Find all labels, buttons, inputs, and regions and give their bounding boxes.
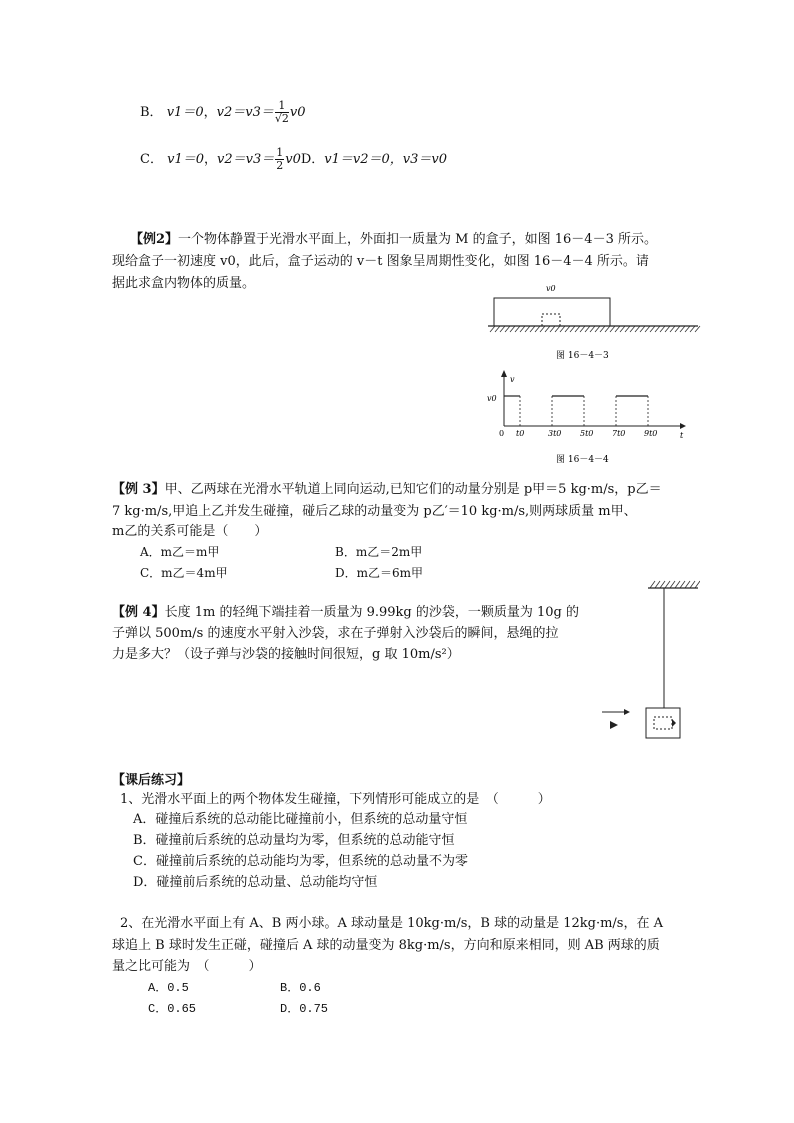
ground-hatch-line: [675, 326, 680, 332]
q2-option-a: A．0.5: [148, 981, 189, 995]
q1-stem: 1、光滑水平面上的两个物体发生碰撞，下列情形可能成立的是 （ ）: [120, 792, 551, 807]
v0-label: v0: [487, 394, 497, 403]
bullet-inside: [654, 717, 672, 729]
ex4-tag: 【例 4】: [112, 605, 165, 620]
ground-hatching: [490, 326, 700, 332]
ground-hatch-line: [660, 326, 665, 332]
ground-hatch-line: [540, 326, 545, 332]
box-outline: [494, 298, 610, 326]
ceiling-hatch-line: [665, 581, 670, 588]
ex2-line2: 现给盒子一初速度 v0，此后，盒子运动的 v－t 图象呈周期性变化，如图 16－4－4 所示。请: [112, 254, 649, 269]
option-b-v23: v2＝v3＝: [216, 105, 274, 120]
ground-hatch-line: [635, 326, 640, 332]
ground-hatch-line: [555, 326, 560, 332]
ground-hatch-line: [580, 326, 585, 332]
ex3-line3: m乙的关系可能是（ ）: [112, 524, 268, 539]
ground-hatch-line: [605, 326, 610, 332]
ex3-option-c: C．m乙＝4m甲: [140, 566, 228, 580]
velocity-arrowhead: [624, 709, 630, 715]
ex2-tag: 【例2】: [130, 232, 179, 247]
option-d-text: v1＝v2＝0，v3＝v0: [324, 152, 448, 167]
ceiling-hatch-line: [685, 581, 690, 588]
ground-hatch-line: [490, 326, 495, 332]
ex3-text-1: 甲、乙两球在光滑水平轨道上同向运动,已知它们的动量分别是 p甲＝5 kg·m/s，p乙＝: [164, 482, 662, 497]
ex3-option-d: D．m乙＝6m甲: [335, 566, 424, 580]
q1-option-a: A．碰撞后系统的总动能比碰撞前小，但系统的总动量守恒: [133, 812, 468, 827]
tick-label: t0: [516, 429, 525, 438]
ex3-line2: 7 kg·m/s,甲追上乙并发生碰撞，碰后乙球的动量变为 p乙′＝10 kg·m/s,则两球质量 m甲、: [112, 504, 637, 519]
tick-label: 5t0: [580, 429, 594, 438]
ground-hatch-line: [505, 326, 510, 332]
tick-label: 7t0: [612, 429, 626, 438]
ex2-text-1: 一个物体静置于光滑水平面上，外面扣一质量为 M 的盒子，如图 16－4－3 所示。: [178, 232, 657, 247]
ground-hatch-line: [560, 326, 565, 332]
ceiling-hatch-line: [675, 581, 680, 588]
ground-hatch-line: [600, 326, 605, 332]
ex3-option-b: B．m乙＝2m甲: [335, 545, 423, 559]
ground-hatch-line: [570, 326, 575, 332]
fig1-v0-label: v0: [546, 284, 556, 293]
ground-hatch-line: [665, 326, 670, 332]
ground-hatch-line: [630, 326, 635, 332]
ground-hatch-line: [545, 326, 550, 332]
ground-hatch-line: [495, 326, 500, 332]
ground-hatch-line: [620, 326, 625, 332]
fig1-caption: 图 16－4－3: [556, 351, 609, 361]
option-c-tail: v0: [285, 152, 301, 167]
ground-hatch-line: [650, 326, 655, 332]
v-axis-label: v: [510, 375, 515, 384]
option-b: B． v1＝0，v2＝v3＝ $\frac{1}{√2}$ v0: [140, 99, 306, 125]
vt-tick-labels: [516, 429, 657, 438]
ground-hatch-line: [515, 326, 520, 332]
ceiling-hatch-line: [660, 581, 665, 588]
ground-hatch-line: [680, 326, 685, 332]
v-axis-arrow: [501, 370, 507, 377]
q1-option-c: C．碰撞前后系统的总动能均为零，但系统的总动量不为零: [133, 854, 468, 869]
figure-sandbag-pendulum: [596, 578, 700, 746]
option-c-label: C．: [140, 152, 163, 167]
q2-line3: 量之比可能为 （ ）: [112, 959, 262, 974]
q2-line1: 2、在光滑水平面上有 A、B 两小球。A 球动量是 10kg·m/s，B 球的动量是 12kg·m/s，在 A: [120, 916, 663, 931]
ex4-line1: [112, 603, 579, 622]
ground-hatch-line: [565, 326, 570, 332]
ground-hatch-line: [625, 326, 630, 332]
ceiling-hatch-line: [690, 581, 695, 588]
ground-hatch-line: [520, 326, 525, 332]
ground-hatch-line: [595, 326, 600, 332]
ex3-tag: 【例 3】: [112, 482, 165, 497]
fraction-denominator: 2: [276, 159, 284, 172]
ceiling-hatch-line: [680, 581, 685, 588]
tick-label: 3t0: [548, 429, 562, 438]
ground-hatch-line: [685, 326, 690, 332]
fraction-denominator: √2: [274, 112, 289, 125]
fig2-caption: 图 16－4－4: [556, 455, 609, 465]
practice-heading: 【课后练习】: [112, 773, 191, 788]
ground-hatch-line: [645, 326, 650, 332]
ex2-line1: [130, 230, 657, 249]
inner-arrow: [672, 719, 676, 727]
ground-hatch-line: [695, 326, 700, 332]
figure-vt-graph: [484, 368, 694, 468]
bullet: [610, 721, 618, 729]
q1-option-b: B．碰撞前后系统的总动量均为零，但系统的总动能守恒: [133, 833, 455, 848]
ceiling-hatch-line: [670, 581, 675, 588]
figure-box-on-ground: [488, 282, 708, 364]
ground-hatch-line: [550, 326, 555, 332]
ceiling-hatching: [650, 581, 700, 588]
ground-hatch-line: [585, 326, 590, 332]
ex4-line2: 子弹以 500m/s 的速度水平射入沙袋，求在子弹射入沙袋后的瞬间，悬绳的拉: [112, 626, 559, 641]
ground-hatch-line: [690, 326, 695, 332]
option-d-label: D．: [300, 152, 325, 167]
q1-option-d: D．碰撞前后系统的总动量、总动能均守恒: [133, 875, 378, 890]
ex3-option-a: A．m乙＝m甲: [140, 545, 220, 559]
fraction-numerator: 1: [276, 146, 284, 159]
ground-hatch-line: [670, 326, 675, 332]
ceiling-hatch-line: [650, 581, 655, 588]
option-b-label: B．: [140, 105, 163, 120]
fraction-numerator: 1: [275, 100, 289, 113]
ex3-line1: [112, 480, 662, 499]
ground-hatch-line: [655, 326, 660, 332]
ceiling-hatch-line: [695, 581, 700, 588]
ground-hatch-line: [535, 326, 540, 332]
q2-option-c: C．0.65: [148, 1002, 197, 1016]
q2-option-d: D．0.75: [280, 1002, 329, 1016]
inner-object: [542, 314, 560, 326]
ex4-text-1: 长度 1m 的轻绳下端挂着一质量为 9.99kg 的沙袋，一颗质量为 10g 的: [164, 605, 579, 620]
t-axis-arrow: [680, 423, 686, 429]
option-c-v23: v2＝v3＝: [217, 152, 275, 167]
ground-hatch-line: [525, 326, 530, 332]
q2-line2: 球追上 B 球时发生正碰，碰撞后 A 球的动量变为 8kg·m/s，方向和原来相同，则 AB 两球的质: [112, 938, 660, 953]
ground-hatch-line: [615, 326, 620, 332]
origin-label: 0: [499, 429, 505, 438]
option-b-v1: v1＝0: [166, 105, 204, 120]
ex2-line3: 据此求盒内物体的质量。: [112, 276, 256, 291]
ground-hatch-line: [510, 326, 515, 332]
ground-hatch-line: [500, 326, 505, 332]
t-axis-label: t: [680, 431, 684, 440]
option-b-tail: v0: [289, 105, 306, 120]
option-c-fraction: [275, 147, 284, 172]
ceiling-hatch-line: [655, 581, 660, 588]
ex4-line3: 力是多大？（设子弹与沙袋的接触时间很短，g 取 10m/s²）: [112, 647, 460, 662]
ground-hatch-line: [530, 326, 535, 332]
q2-option-b: B．0.6: [280, 981, 321, 995]
tick-label: 9t0: [644, 429, 658, 438]
vt-graph-marks: [504, 396, 648, 426]
ground-hatch-line: [575, 326, 580, 332]
ground-hatch-line: [590, 326, 595, 332]
ground-hatch-line: [640, 326, 645, 332]
ground-hatch-line: [610, 326, 615, 332]
option-c-v1: v1＝0: [167, 152, 204, 167]
option-b-fraction: [275, 100, 289, 125]
option-c-d: C． v1＝0，v2＝v3＝ $\frac{1}{2}$ v0D．v1＝v2＝0，v3＝v0: [140, 146, 448, 172]
